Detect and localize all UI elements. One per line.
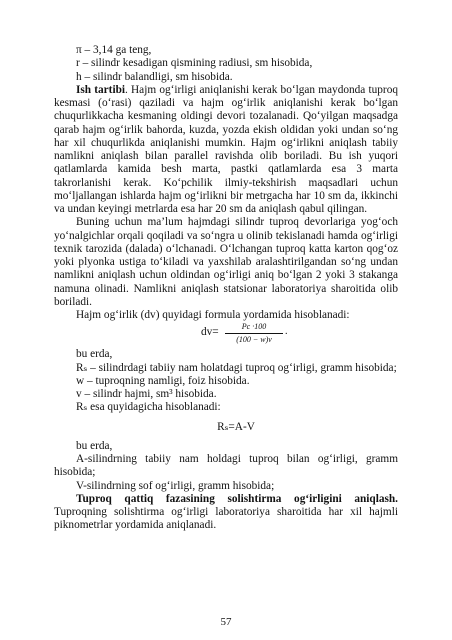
v-definition: v – silindr hajmi, sm³ hisobida. [76, 388, 217, 400]
where-label-1: bu erda, [76, 348, 113, 361]
bulk-density-formula [54, 322, 398, 348]
method-text: . Hajm og‘irligi aniqlanishi kerak bo‘lgan maydonda tuproq kesmasi (o‘rasi) qaziladi va hajm og‘irlik aniqlanishi kerak bo‘lgan chuqurlikkacha kesmaning oldingi devori tozalanadi. Qo‘yilgan maqsadga qarab hajm og‘irlik bahorda, kuzda, yozda ekish oldidan yoki undan so‘ng har xil chuqurlikda aniqlanishi mumkin. Hajm og‘irlikni aniqlash tabiiy namlikni aniqlash bilan parallel ravishda olib boriladi. Bu ish yuqori qatlamlarda kamida besh marta, pastki qatlamlarda esa 3 marta takrorlanishi kerak. Ko‘pchilik ilmiy-tekshirish maqsadlari uchun mo‘ljallangan ishlarda hajm og‘irlikni bir metrgacha har 10 sm da, ikkinchi va undan keyingi metrlarda esa har 20 sm da aniqlash qabul qilingan. [54, 83, 398, 215]
final-text: Tuproqning solishtirma og‘irligi laboratoriya sharoitida har xil hajmli piknometrlar yordamida aniqlanadi. [54, 506, 398, 532]
method-paragraph [54, 84, 398, 217]
formula-numerator: Pс ·100 [225, 322, 283, 334]
page-number: 57 [220, 616, 232, 628]
procedure-paragraph: Buning uchun ma’lum hajmdagi silindr tuproq devorlariga yog‘och yo‘nalgichlar orqali qoqiladi va so‘ngra u olinib tekislanadi hamda og‘irligi texnik tarozida (dalada) o‘lchanadi. O‘lchangan tuproq katta karton qog‘oz yoki plyonka ustiga to‘kiladi va yaxshilab aralashtirilgandan so‘ng undan namlikni aniqlash uchun oldindan og‘irligi aniq bo‘lgan 2 yoki 3 stakanga namuna olinadi. Namlikni aniqlash statsionar laboratoriya sharoitida olib boriladi. [54, 216, 398, 308]
rs-formula: Rₛ=A-V [217, 420, 255, 433]
formula-fraction [225, 322, 283, 345]
final-paragraph [54, 493, 398, 533]
final-heading: Tuproq qattiq fazasining solishtirma og‘irligini aniqlash. [76, 492, 398, 505]
method-heading: Ish tartibi [76, 83, 126, 96]
rs-intro: Rₛ esa quyidagicha hisoblanadi: [76, 401, 221, 414]
formula-denominator: (100 − w)v [236, 335, 272, 345]
pi-definition: π – 3,14 ga teng, [76, 44, 152, 56]
formula-intro: Hajm og‘irlik (dv) quyidagi formula yordamida hisoblanadi: [76, 309, 350, 321]
rs-definition: Rₛ – silindrdagi tabiiy nam holatdagi tuproq og‘irligi, gramm hisobida; [76, 361, 397, 374]
where-label-2: bu erda, [76, 439, 113, 452]
r-definition: r – silindr kesadigan qismining radiusi, sm hisobida, [76, 57, 313, 70]
w-definition: w – tuproqning namligi, foiz hisobida. [76, 374, 250, 387]
v-weight-definition: V-silindrning sof og‘irligi, gramm hisobida; [76, 479, 275, 492]
document-page [54, 44, 398, 533]
formula-tail: . [285, 326, 288, 338]
h-definition: h – silindr balandligi, sm hisobida. [76, 70, 233, 83]
formula-lhs: dv= [201, 326, 219, 339]
a-definition: A-silindrning tabiiy nam holdagi tuproq bilan og‘irligi, gramm hisobida; [54, 453, 398, 479]
